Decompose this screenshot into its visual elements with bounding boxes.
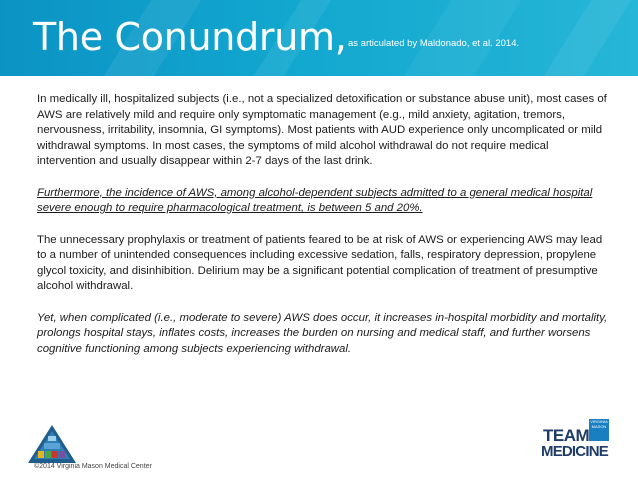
copyright-text: ©2014 Virginia Mason Medical Center <box>34 463 152 470</box>
vm-badge: VIRGINIA MASON <box>589 419 609 441</box>
paragraph-incidence: Furthermore, the incidence of AWS, among alcohol-dependent subjects admitted to a general medical hospital severe enough to require pharmacological treatment, is between 5 and 20%. <box>37 186 593 214</box>
slide-subtitle: as articulated by Maldonado, et al. 2014. <box>348 38 520 49</box>
title-banner <box>0 0 638 76</box>
banner-stripe <box>516 0 638 76</box>
team-logo-line2: MEDICINE <box>541 443 608 460</box>
pyramid-logo-icon <box>26 423 78 467</box>
team-logo-line1: TEAM <box>543 426 590 445</box>
paragraph-complicated-aws: Yet, when complicated (i.e., moderate to severe) AWS does occur, it increases in-hospital morbidity and mortality, prolongs hospital stays, inflates costs, increases the burden on nursing and medical staff, and further worsens cognitive functioning among subjects experiencing withdrawal. <box>37 311 608 355</box>
slide-body <box>37 92 609 373</box>
team-medicine-logo <box>541 419 611 465</box>
paragraph-mild-aws: In medically ill, hospitalized subjects (i.e., not a specialized detoxification or substance abuse unit), most cases of AWS are relatively mild and require only symptomatic management (e.g., mild anxiety, agitation, tremors, nervousness, irritability, insomnia, GI symptoms). Most patients with AUD experience only uncomplicated or mild withdrawal symptoms. In most cases, the symptoms of mild alcohol withdrawal do not require medical intervention and usually disappear within 2-7 days of the last drink. <box>37 93 607 167</box>
slide-title: The Conundrum, <box>33 15 347 59</box>
paragraph-consequences: The unnecessary prophylaxis or treatment of patients feared to be at risk of AWS or experiencing AWS may lead to a number of unintended consequences including excessive sedation, falls, respiratory depression, propylene glycol toxicity, and disinhibition. Delirium may be a significant potential complication of treatment of presumptive alcohol withdrawal. <box>37 233 603 292</box>
